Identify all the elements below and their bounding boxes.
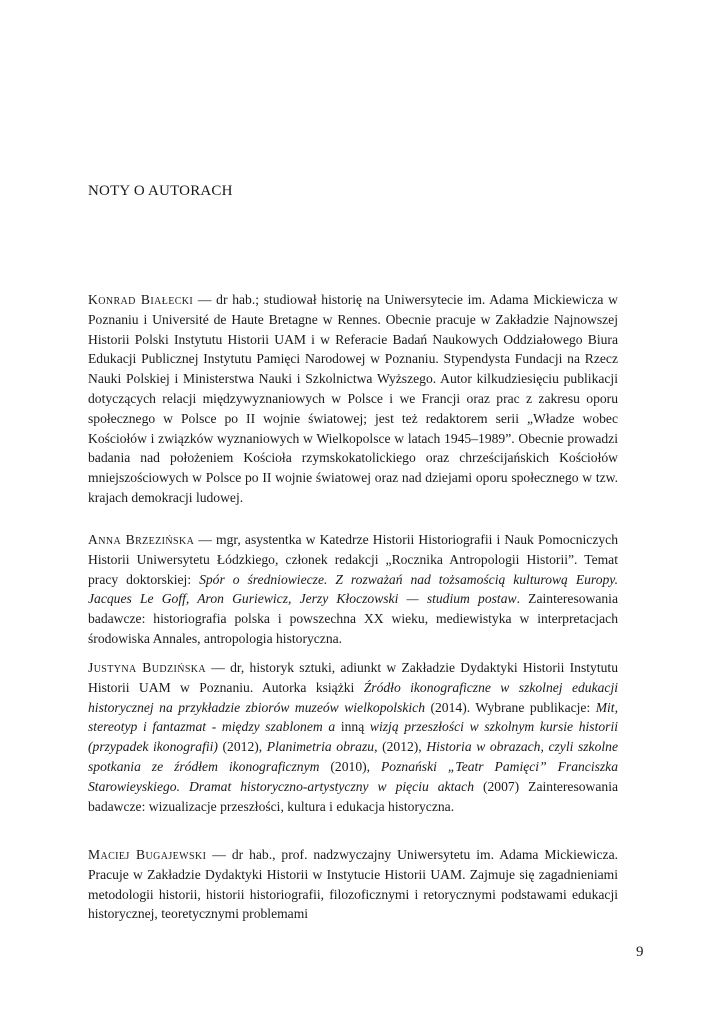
bio-text: — mgr, asystentka w Katedrze Historii Historiografii i Nauk Pomocniczych Historii Uniwersytetu Łódzkiego, członek redakcji „Rocznika Antropologii Historii”. Temat pracy doktorskiej: <box>88 532 618 587</box>
author-note <box>88 658 618 816</box>
bio-text: — dr hab., prof. nadzwyczajny Uniwersytetu im. Adama Mickiewicza. Pracuje w Zakładzie Dydaktyki Historii w Instytucie Historii UAM. Zajmuje się zagadnieniami metodologii historii, historii historiografii, filozoficznymi i retorycznymi podstawami edukacji historycznej, teoretycznymi problemami <box>88 847 619 922</box>
bio-text: inną <box>335 719 370 735</box>
bio-text: — dr hab.; studiował historię na Uniwersytecie im. Adama Mickiewicza w Poznaniu i Université de Haute Bretagne w Rennes. Obecnie pracuje w Zakładzie Najnowszej Historii Polski Instytutu Historii UAM i w Referacie Badań Naukowych Oddziałowego Biura Edukacji Publicznej Instytutu Pamięci Narodowej w Poznaniu. Stypendysta Fundacji na Rzecz Nauki Polskiej i Ministerstwa Nauki i Szkolnictwa Wyższego. Autor kilkudziesięciu publikacji dotyczących relacji międzywyznaniowych w Polsce i we Francji oraz prac z zakresu oporu społecznego w Polsce po II wojnie światowej; jest też redaktorem serii „Władze wobec Kościołów i związków wyznaniowych w Wielkopolsce w latach 1945–1989”. Obecnie prowadzi badania nad położeniem Kościoła rzymskokatolickiego oraz chrześcijańskich Kościołów mniejszościowych w Polsce po II wojnie światowej oraz nad dziejami oporu społecznego w tzw. krajach demokracji ludowej. <box>88 292 618 505</box>
page-number: 9 <box>636 944 644 960</box>
author-name: Anna Brzezińska <box>88 532 195 547</box>
author-bio <box>88 292 618 505</box>
bio-text: . Zainteresowania badawcze: historiografia polska i powszechna XX wieku, mediewistyka w interpretacjach środowiska Annales, antropologia historyczna. <box>88 591 618 646</box>
bio-text: (2014). Wybrane publikacje: <box>425 699 596 715</box>
author-note <box>88 845 618 924</box>
bio-italic-text: wizją przeszłości w szkolnym kursie historii (przypadek ikonografii) <box>88 719 618 755</box>
bio-italic-text: Planimetria obrazu <box>266 739 375 755</box>
bio-text: (2012), <box>217 739 267 755</box>
author-note <box>88 290 618 508</box>
page-heading: NOTY O AUTORACH <box>88 183 233 199</box>
bio-italic-text: Poznański „Teatr Pamięci” Franciszka Starowieyskiego. Dramat historyczno-artystyczny w pięciu aktach <box>88 758 619 794</box>
bio-text: , (2012), <box>374 739 427 755</box>
bio-text: — dr, historyk sztuki, adiunkt w Zakładzie Dydaktyki Historii Instytutu Historii UAM w Poznaniu. Autorka książki <box>88 660 618 695</box>
author-bio <box>88 532 618 646</box>
bio-text: (2010), <box>319 758 381 774</box>
author-name: Justyna Budzińska <box>88 660 207 675</box>
author-name: Maciej Bugajewski <box>88 847 207 862</box>
author-name: Konrad Białecki <box>88 292 194 307</box>
bio-italic-text: Historia w obrazach, czyli szkolne spotkania ze źródłem ikonograficznym <box>88 739 618 774</box>
bio-italic-text: Spór o średniowiecze. Z rozważań nad tożsamością kulturową Europy. Jacques Le Goff, Aron Guriewicz, Jerzy Kłoczowski — studium postaw <box>88 571 618 607</box>
bio-italic-text: Źródło ikonograficzne w szkolnej edukacji historycznej na przykładzie zbiorów muzeów wielkopolskich <box>88 679 618 715</box>
author-note <box>88 530 618 649</box>
author-bio <box>88 660 618 814</box>
bio-italic-text: Mit, stereotyp i fantazmat - między szablonem a <box>88 699 618 735</box>
bio-text: (2007) Zainteresowania badawcze: wizualizacje przeszłości, kultura i edukacja historyczna. <box>88 778 618 814</box>
